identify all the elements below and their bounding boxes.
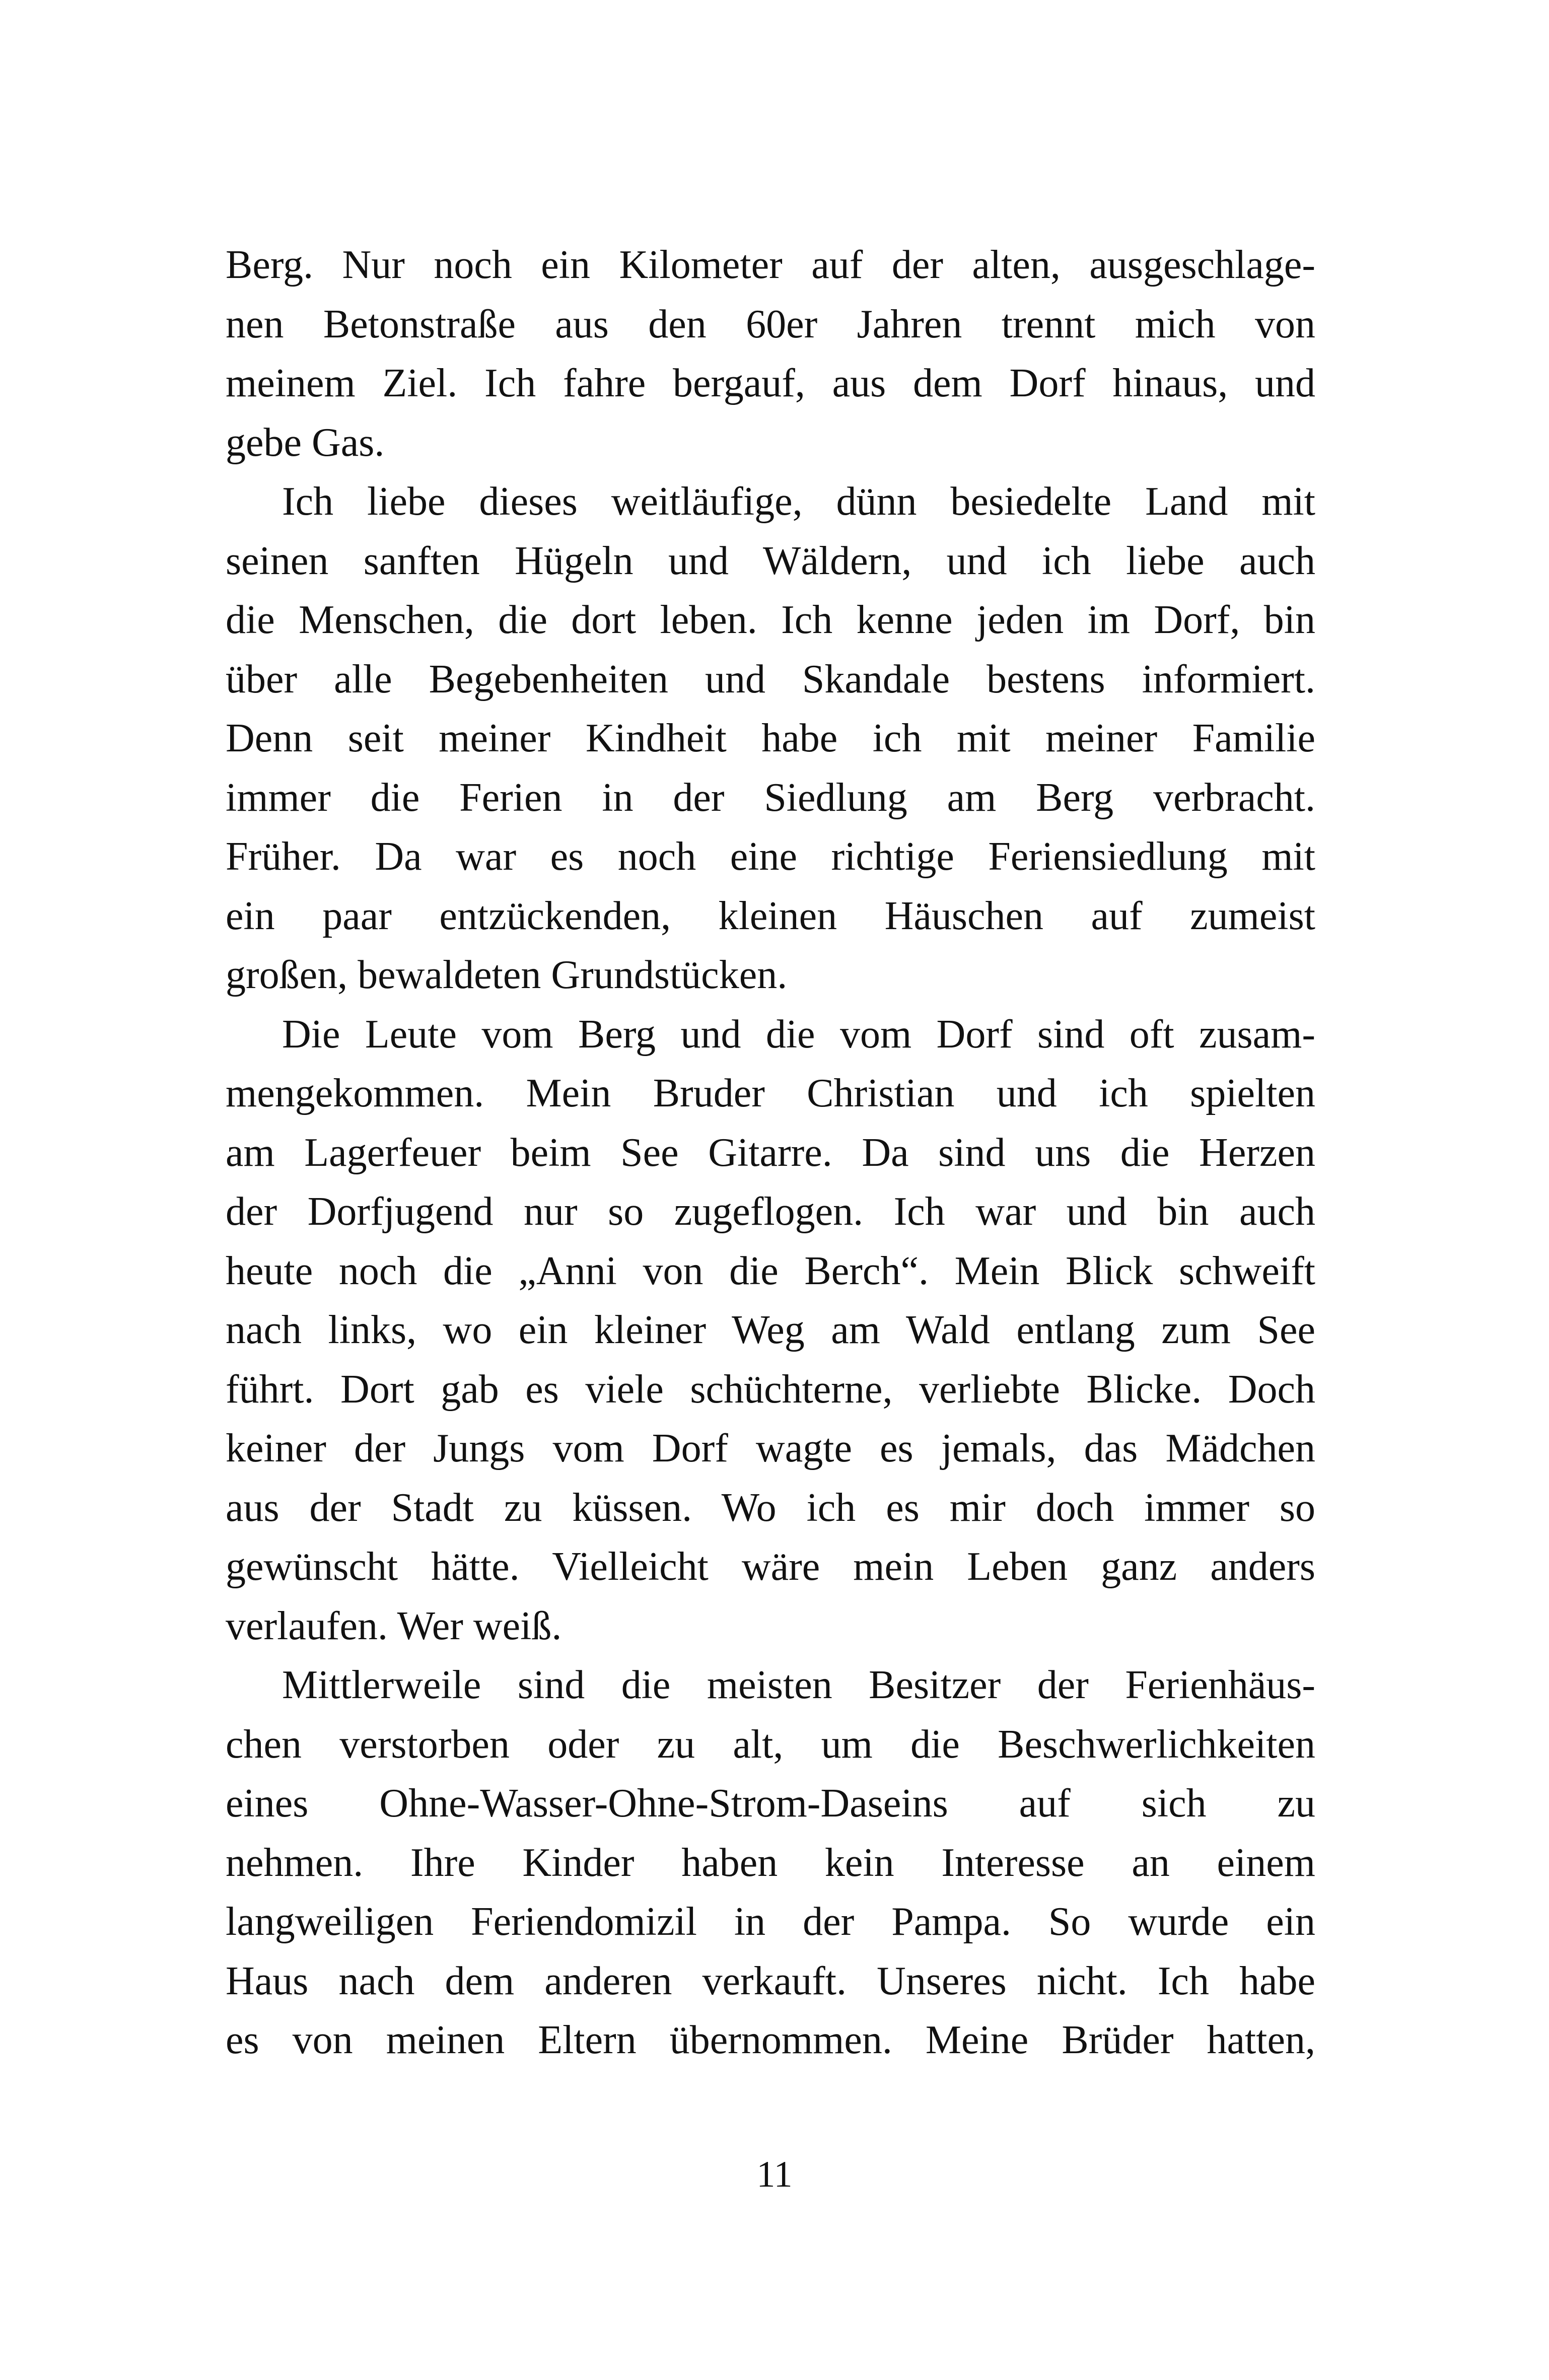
text-line: es von meinen Eltern übernommen. Meine Brüder hatten, [226, 2018, 1315, 2062]
text-line: meinem Ziel. Ich fahre bergauf, aus dem Dorf hinaus, und [226, 361, 1315, 405]
text-line: Ich liebe dieses weitläufige, dünn besiedelte Land mit [282, 479, 1315, 524]
text-line: ein paar entzückenden, kleinen Häuschen auf zumeist [226, 893, 1315, 938]
text-line: Denn seit meiner Kindheit habe ich mit meiner Familie [226, 716, 1315, 760]
text-line: nach links, wo ein kleiner Weg am Wald entlang zum See [226, 1308, 1315, 1352]
text-line: keiner der Jungs vom Dorf wagte es jemals, das Mädchen [226, 1426, 1315, 1471]
text-line: die Menschen, die dort leben. Ich kenne jeden im Dorf, bin [226, 598, 1315, 642]
text-line: Mittlerweile sind die meisten Besitzer der Ferienhäus- [282, 1663, 1315, 1707]
text-line: gebe Gas. [226, 420, 385, 465]
text-line: chen verstorben oder zu alt, um die Beschwerlichkeiten [226, 1722, 1315, 1767]
text-line: der Dorfjugend nur so zugeflogen. Ich war und bin auch [226, 1189, 1315, 1234]
text-line: verlaufen. Wer weiß. [226, 1603, 562, 1648]
text-line: Früher. Da war es noch eine richtige Feriensiedlung mit [226, 834, 1315, 879]
text-line: langweiligen Feriendomizil in der Pampa. So wurde ein [226, 1900, 1315, 1944]
text-line: gewünscht hätte. Vielleicht wäre mein Leben ganz anders [226, 1545, 1315, 1589]
text-line: über alle Begebenheiten und Skandale bestens informiert. [226, 657, 1315, 702]
page-number: 11 [756, 2154, 793, 2195]
text-line: führt. Dort gab es viele schüchterne, verliebte Blicke. Doch [226, 1367, 1315, 1412]
text-line: heute noch die „Anni von die Berch“. Mein Blick schweift [226, 1248, 1315, 1293]
text-line: mengekommen. Mein Bruder Christian und ich spielten [226, 1071, 1315, 1115]
text-line: nen Betonstraße aus den 60er Jahren trennt mich von [226, 302, 1315, 346]
text-line: eines Ohne-Wasser-Ohne-Strom-Daseins auf sich zu [226, 1781, 1315, 1826]
text-line: immer die Ferien in der Siedlung am Berg verbracht. [226, 775, 1315, 820]
text-line: Haus nach dem anderen verkauft. Unseres nicht. Ich habe [226, 1958, 1315, 2003]
text-line: großen, bewaldeten Grundstücken. [226, 953, 788, 997]
text-line: am Lagerfeuer beim See Gitarre. Da sind uns die Herzen [226, 1130, 1315, 1175]
text-line: nehmen. Ihre Kinder haben kein Interesse an einem [226, 1840, 1315, 1885]
text-line: Berg. Nur noch ein Kilometer auf der alten, ausgeschlage- [226, 243, 1315, 287]
body-text [226, 236, 1315, 2070]
text-line: aus der Stadt zu küssen. Wo ich es mir doch immer so [226, 1485, 1315, 1530]
text-line: seinen sanften Hügeln und Wäldern, und ich liebe auch [226, 538, 1315, 583]
text-line: Die Leute vom Berg und die vom Dorf sind oft zusam- [282, 1012, 1315, 1057]
